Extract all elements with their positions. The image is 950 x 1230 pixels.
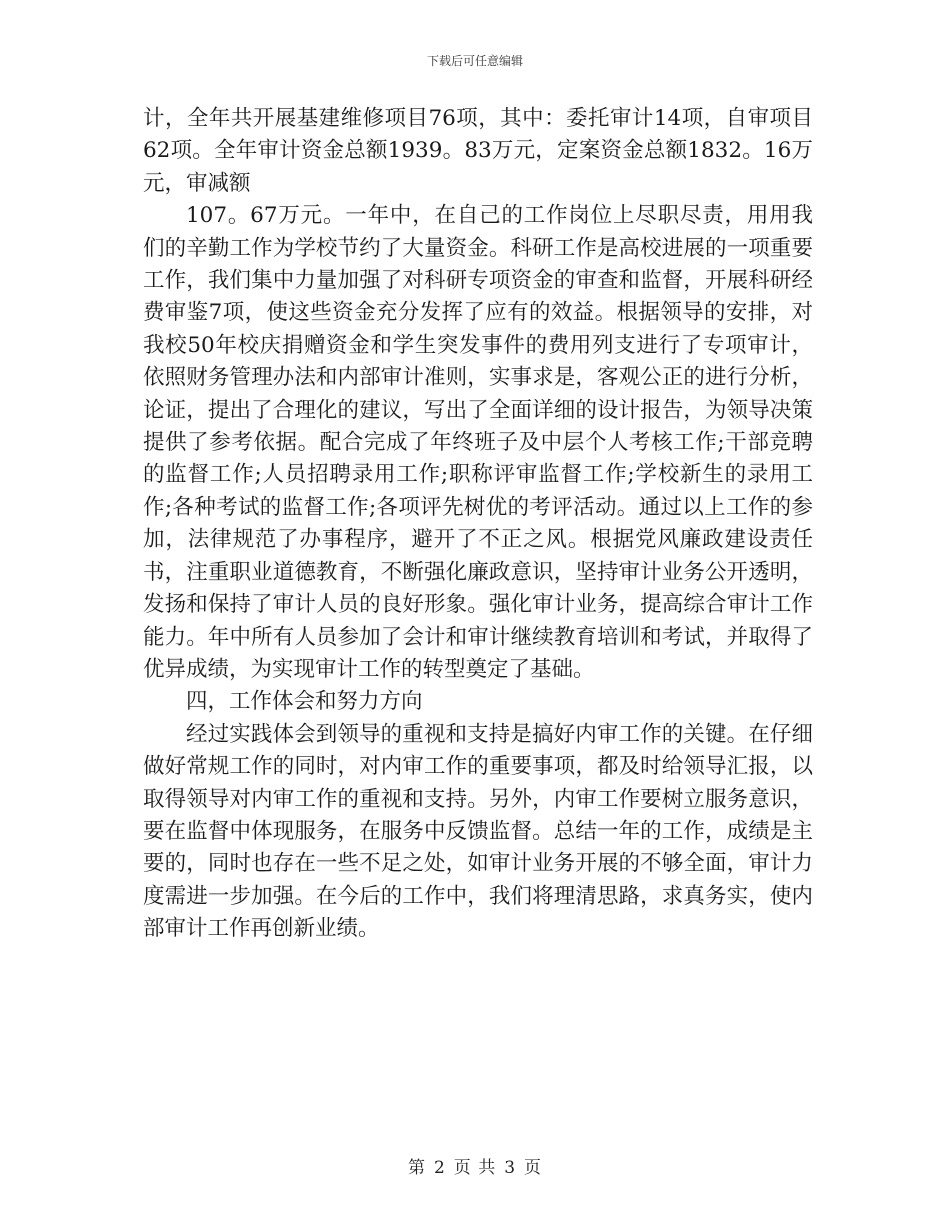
current-page: 2: [433, 1158, 446, 1178]
page-number: [0, 1153, 950, 1178]
paragraph-experience: 经过实践体会到领导的重视和支持是搞好内审工作的关键。在仔细做好常规工作的同时，对内审工作的重要事项，都及时给领导汇报，以取得领导对内审工作的重视和支持。另外，内审工作要树立服务意识，要在监督中体现服务，在服务中反馈监督。总结一年的工作，成绩是主要的，同时也存在一些不足之处，如审计业务开展的不够全面，审计力度需进一步加强。在今后的工作中，我们将理清思路，求真务实，使内部审计工作再创新业绩。: [143, 721, 813, 942]
page-suffix: 页: [524, 1158, 543, 1178]
paragraph-audit-work: 107。67万元。一年中，在自己的工作岗位上尽职尽责，用用我们的辛勤工作为学校节约了大量资金。科研工作是高校进展的一项重要工作，我们集中力量加强了对科研专项资金的审查和监督，开展科研经费审鉴7项，使这些资金充分发挥了应有的效益。根据领导的安排，对我校50年校庆捐赠资金和学生突发事件的费用列支进行了专项审计，依照财务管理办法和内部审计准则，实事求是，客观公正的进行分析，论证，提出了合理化的建议，写出了全面详细的设计报告，为领导决策提供了参考依据。配合完成了年终班子及中层个人考核工作;干部竞聘的监督工作;人员招聘录用工作;职称评审监督工作;学校新生的录用工作;各种考试的监督工作;各项评先树优的考评活动。通过以上工作的参加，法律规范了办事程序，避开了不正之风。根据党风廉政建设责任书，注重职业道德教育，不断强化廉政意识，坚持审计业务公开透明，发扬和保持了审计人员的良好形象。强化审计业务，提高综合审计工作能力。年中所有人员参加了会计和审计继续教育培训和考试，并取得了优异成绩，为实现审计工作的转型奠定了基础。: [143, 203, 813, 682]
page-prefix: 第: [407, 1158, 426, 1178]
section-heading: 四，工作体会和努力方向: [186, 689, 423, 715]
header-note: 下载后可任意编辑: [426, 54, 523, 68]
page-middle: 页 共: [453, 1158, 497, 1178]
document-body: [143, 103, 813, 946]
paragraph-continued: 计，全年共开展基建维修项目76项，其中：委托审计14项，自审项目62项。全年审计资金总额1939。83万元，定案资金总额1832。16万元，审减额: [143, 106, 813, 196]
total-pages: 3: [504, 1158, 517, 1178]
